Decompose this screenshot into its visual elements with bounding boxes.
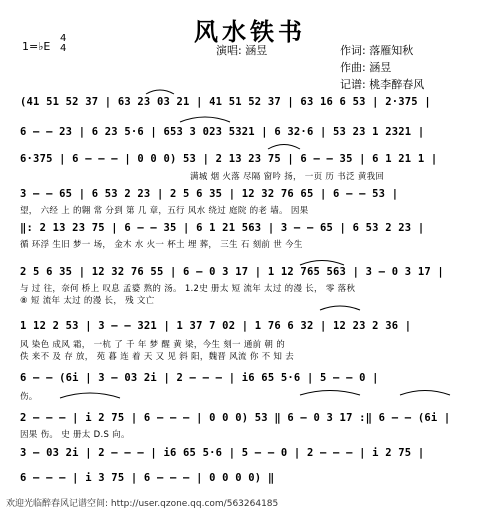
- notation-line-2: 6 — — 23 | 6 23 5·6 | 653 3 023 5321 | 6 32·6 | 53 23 1 2321 |: [20, 126, 425, 138]
- notation-line-9: 2 — — — | i 2 75 | 6 — — — | 0 0 0) 53 ‖ 6 — 0 3 17 :‖ 6 — — (6i |: [20, 412, 451, 424]
- lyric-line-3: 满城 烟 火落 尽隔 窗吟 扬， 一页 历 书泛 黄我回: [190, 172, 385, 182]
- slur-mark: [400, 391, 450, 396]
- page-title: 风水铁书: [194, 17, 306, 46]
- composer-credit: 作曲: 涵昱: [340, 61, 392, 74]
- notation-line-10: 3 — 03 2i | 2 — — — | i6 65 5·6 | 5 — — 0 | 2 — — — | i 2 75 |: [20, 447, 425, 459]
- key-signature: 1=♭E: [22, 40, 51, 53]
- footer-note: 欢迎光临醉春风记谱空间: http://user.qzone.qq.com/563264185: [6, 499, 279, 509]
- slur-mark: [180, 117, 230, 122]
- slur-mark: [146, 90, 174, 94]
- transcriber-credit: 记谱: 桃李醉春风: [340, 78, 425, 91]
- notation-line-11: 6 — — — | i 3 75 | 6 — — — | 0 0 0 0) ‖: [20, 472, 275, 484]
- notation-line-8: 6 — — (6i | 3 — 03 2i | 2 — — — | i6 65 5·6 | 5 — — 0 |: [20, 372, 379, 384]
- notation-line-6: 2 5 6 35 | 12 32 76 55 | 6 — 0 3 17 | 1 12 765 563 | 3 — 0 3 17 |: [20, 266, 444, 278]
- time-signature-top: 4: [60, 33, 67, 44]
- lyric-line-7: 风 染色 成风 霜， 一杭 了 千 年 梦 醒 黄 梁，今生 刻一 通前 朝 的: [20, 340, 286, 350]
- lyric-line-8: 伤。: [20, 392, 38, 402]
- singer-credit: 演唱: 涵昱: [216, 44, 268, 57]
- notation-line-4: 3 — — 65 | 6 53 2 23 | 2 5 6 35 | 12 32 76 65 | 6 — — 53 |: [20, 188, 399, 200]
- slur-mark: [320, 306, 360, 310]
- notation-line-3: 6·375 | 6 — — — | 0 0 0) 53 | 2 13 23 75 | 6 — — 35 | 6 1 21 1 |: [20, 153, 438, 165]
- lyric-line-4: 望， 六经 上 的翱 常 分到 第 几 章，五行 风水 绕过 庭院 的老 墙。 因果: [20, 206, 309, 216]
- slur-mark: [300, 261, 344, 266]
- lyric-line-6b: ⑧ 短 流年 太过 的漫 长， 残 文亡: [20, 296, 155, 306]
- lyric-line-7b: 佚 来不 及 存 放， 苑 暮 连 着 天 又 见 斜 阳，魏晋 风流 你 不 知 去: [20, 352, 295, 362]
- lyric-line-6: 与 过 往，奈何 桥上 叹息 孟婆 熬的 汤。 1.2史 册太 短 流年 太过 的漫 长， 零 落秋: [20, 284, 356, 294]
- lyric-line-9: 因果 伤。 史 册太 D.S 向。: [20, 430, 130, 440]
- slur-mark: [300, 391, 360, 396]
- lyric-line-5: 循 环浮 生旧 梦一 场， 金木 水 火一 杯土 埋 葬， 三生 石 刻前 世 今生: [20, 240, 303, 250]
- slur-mark: [268, 145, 300, 150]
- slur-mark: [60, 393, 120, 398]
- notation-line-5: ‖: 2 13 23 75 | 6 — — 35 | 6 1 21 563 | 3 — — 65 | 6 53 2 23 |: [20, 222, 425, 234]
- lyricist-credit: 作词: 落雁知秋: [340, 44, 414, 57]
- time-signature-bottom: 4: [60, 43, 67, 54]
- notation-line-1: (41 51 52 37 | 63 23 03 21 | 41 51 52 37 | 63 16 6 53 | 2·375 |: [20, 96, 431, 108]
- notation-line-7: 1 12 2 53 | 3 — — 321 | 1 37 7 02 | 1 76 6 32 | 12 23 2 36 |: [20, 320, 412, 332]
